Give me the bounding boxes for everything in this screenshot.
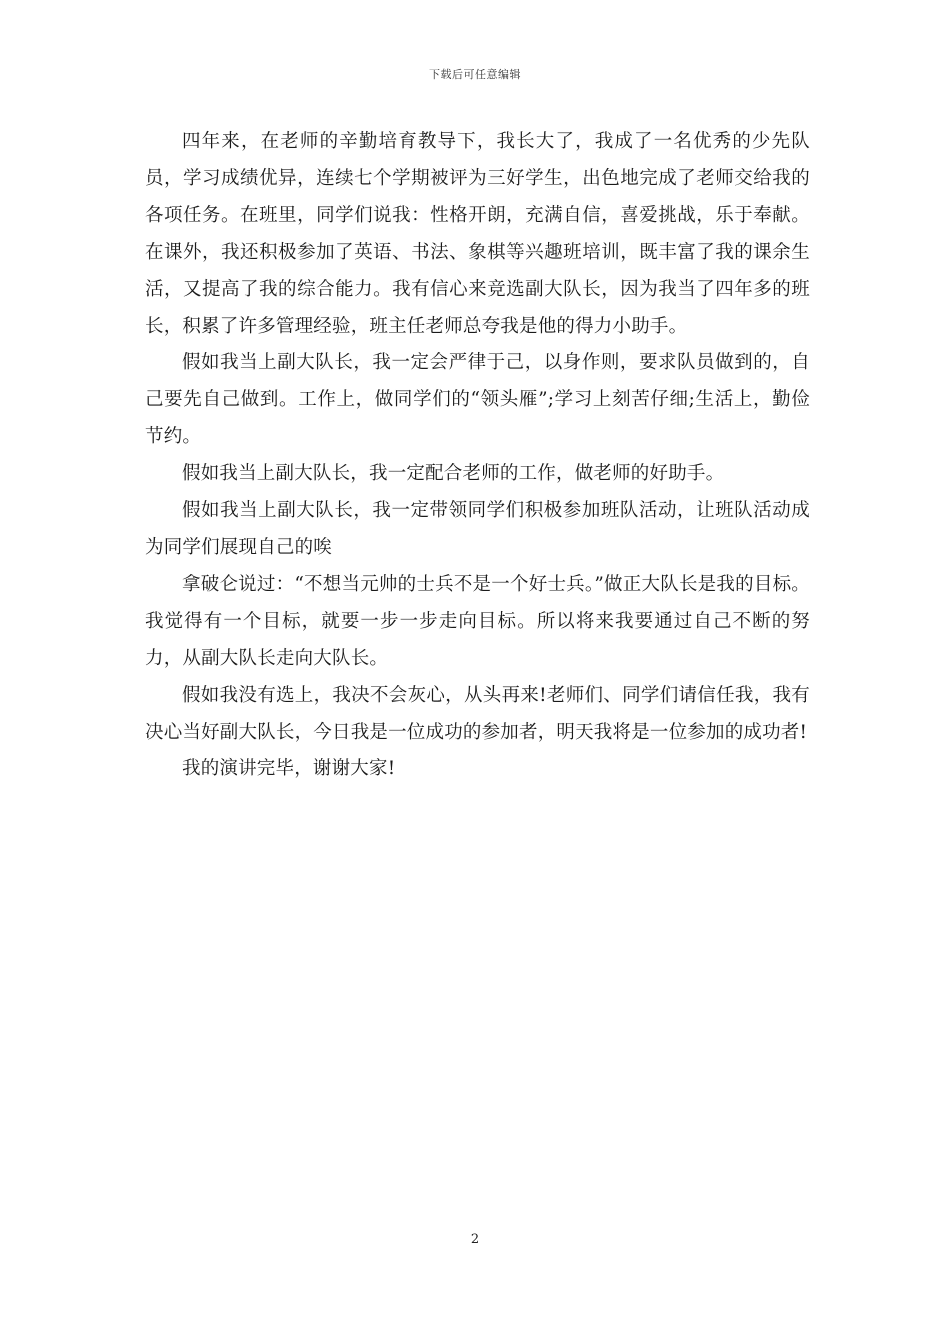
paragraph-class-activities: 假如我当上副大队长，我一定带领同学们积极参加班队活动，让班队活动成为同学们展现自己的唉 <box>145 500 810 558</box>
paragraph-if-not-elected: 假如我没有选上，我决不会灰心，从头再来!老师们、同学们请信任我，我有决心当好副大队长，今日我是一位成功的参加者，明天我将是一位参加的成功者! <box>145 684 810 743</box>
paragraph-napoleon-quote: 拿破仑说过：“不想当元帅的士兵不是一个好士兵。”做正大队长是我的目标。我觉得有一个目标，就要一步一步走向目标。所以将来我要通过自己不断的努力，从副大队长走向大队长。 <box>145 573 810 669</box>
page-number: 2 <box>470 1232 480 1247</box>
paragraph-self-discipline: 假如我当上副大队长，我一定会严律于己，以身作则，要求队员做到的，自己要先自己做到。工作上，做同学们的“领头雁”;学习上刻苦仔细;生活上，勤俭节约。 <box>145 352 810 448</box>
paragraph-assist-teacher: 假如我当上副大队长，我一定配合老师的工作，做老师的好助手。 <box>182 463 725 485</box>
page-header: 下载后可任意编辑 <box>429 68 521 81</box>
document-body <box>145 124 810 788</box>
paragraph-closing: 我的演讲完毕，谢谢大家! <box>182 758 396 780</box>
paragraph-intro: 四年来，在老师的辛勤培育教导下，我长大了，我成了一名优秀的少先队员，学习成绩优异，连续七个学期被评为三好学生，出色地完成了老师交给我的各项任务。在班里，同学们说我：性格开朗，充满自信，喜爱挑战，乐于奉献。在课外，我还积极参加了英语、书法、象棋等兴趣班培训，既丰富了我的课余生活，又提高了我的综合能力。我有信心来竞选副大队长，因为我当了四年多的班长，积累了许多管理经验，班主任老师总夸我是他的得力小助手。 <box>145 131 810 337</box>
